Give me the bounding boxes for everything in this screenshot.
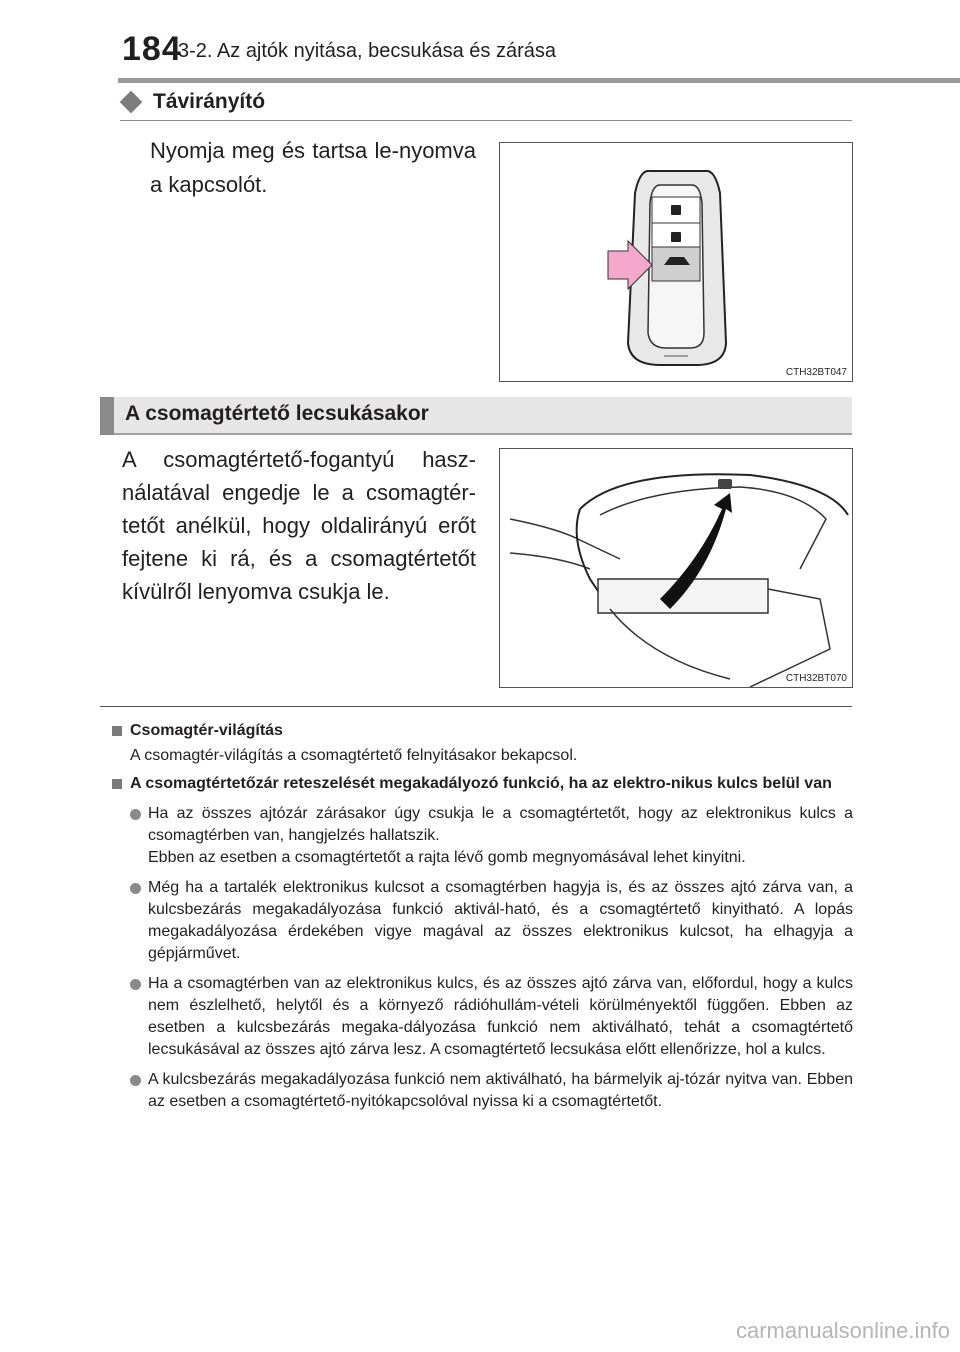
trunk-figure (499, 448, 853, 688)
figure-code-remote: CTH32BT047 (785, 367, 847, 378)
note-heading-text: Csomagtér-világítás (130, 722, 283, 739)
round-bullet-icon (130, 883, 141, 894)
trunk-lid-illustration (500, 449, 852, 687)
figure-code-trunk: CTH32BT070 (785, 673, 847, 684)
remote-heading-text: Távirányító (153, 90, 266, 113)
round-bullet-icon (130, 1075, 141, 1086)
smart-key-illustration (500, 143, 852, 381)
bullet-text: Ebben az esetben a csomagtértetőt a rajta lévő gomb megnyomásával lehet kinyitni. (148, 849, 746, 866)
chapter-title: 3-2. Az ajtók nyitása, becsukása és zárása (178, 40, 556, 62)
diamond-bullet-icon (120, 91, 143, 114)
header-divider (118, 78, 960, 83)
remote-divider (120, 120, 852, 121)
bullet-text: A kulcsbezárás megakadályozása funkció nem aktiválható, ha bármelyik aj-tózár nyitva van. Ebben az esetben a csomagtértető-nyitókapcsolóval nyissa ki a csomagtértetőt. (148, 1071, 853, 1110)
closing-instruction: A csomagtértető-fogantyú hasz-nálatával engedje le a csomagtér-tetőt anélkül, hogy oldalirányú erőt fejtene ki rá, és a csomagtértetőt kívülről lenyomva csukja le. (122, 447, 476, 604)
bullet-item (110, 803, 853, 869)
remote-heading (120, 90, 265, 114)
note-heading (110, 773, 853, 795)
bullet-text: Még ha a tartalék elektronikus kulcsot a csomagtérben hagyja is, és az összes ajtó zárva van, a kulcsbezárás megakadályozása funkció aktivál-ható, és a csomagtértető kinyitható. A lopás megakadályozása érdekében vigye magával az összes elektronikus kulcsot, ha elhagyja a gépjárművet. (148, 879, 853, 962)
bullet-item (110, 973, 853, 1061)
bullet-item (110, 1069, 853, 1113)
note-heading-text: A csomagtértetőzár reteszelését megakadályozó funkció, ha az elektro-nikus kulcs belül van (130, 775, 832, 792)
note-heading (110, 720, 853, 742)
remote-key-figure (499, 142, 853, 382)
bullet-item (110, 877, 853, 965)
round-bullet-icon (130, 979, 141, 990)
round-bullet-icon (130, 809, 141, 820)
closing-section-header (100, 397, 852, 435)
note-text: A csomagtér-világítás a csomagtértető felnyitásakor bekapcsol. (130, 747, 578, 764)
page-number: 184 (122, 30, 182, 68)
square-bullet-icon (112, 779, 122, 789)
closing-heading: A csomagtértető lecsukásakor (125, 402, 429, 425)
notes-section (110, 716, 853, 1113)
square-bullet-icon (112, 726, 122, 736)
notes-divider (100, 706, 852, 707)
remote-instruction: Nyomja meg és tartsa le-nyomva a kapcsolót. (150, 138, 476, 197)
section-accent (100, 397, 114, 435)
bullet-text: Ha a csomagtérben van az elektronikus kulcs, és az összes ajtó zárva van, előfordul, hogy a kulcs nem észlelhető, helytől és a környező rádióhullám-vételi körülményektől függően. Ebben az esetben a kulcsbezárás megaka-dályozása funkció nem aktiválható, tehát a csomagtértető lecsukásával az összes ajtó zárva lesz. A csomagtértető lecsukása előtt ellenőrizze, hol a kulcs. (148, 975, 853, 1058)
bullet-text: Ha az összes ajtózár zárásakor úgy csukja le a csomagtértetőt, hogy az elektronikus kulcs a csomagtérben van, hangjelzés hallatszik. (148, 805, 853, 844)
watermark: carmanualsonline.info (735, 1318, 950, 1343)
